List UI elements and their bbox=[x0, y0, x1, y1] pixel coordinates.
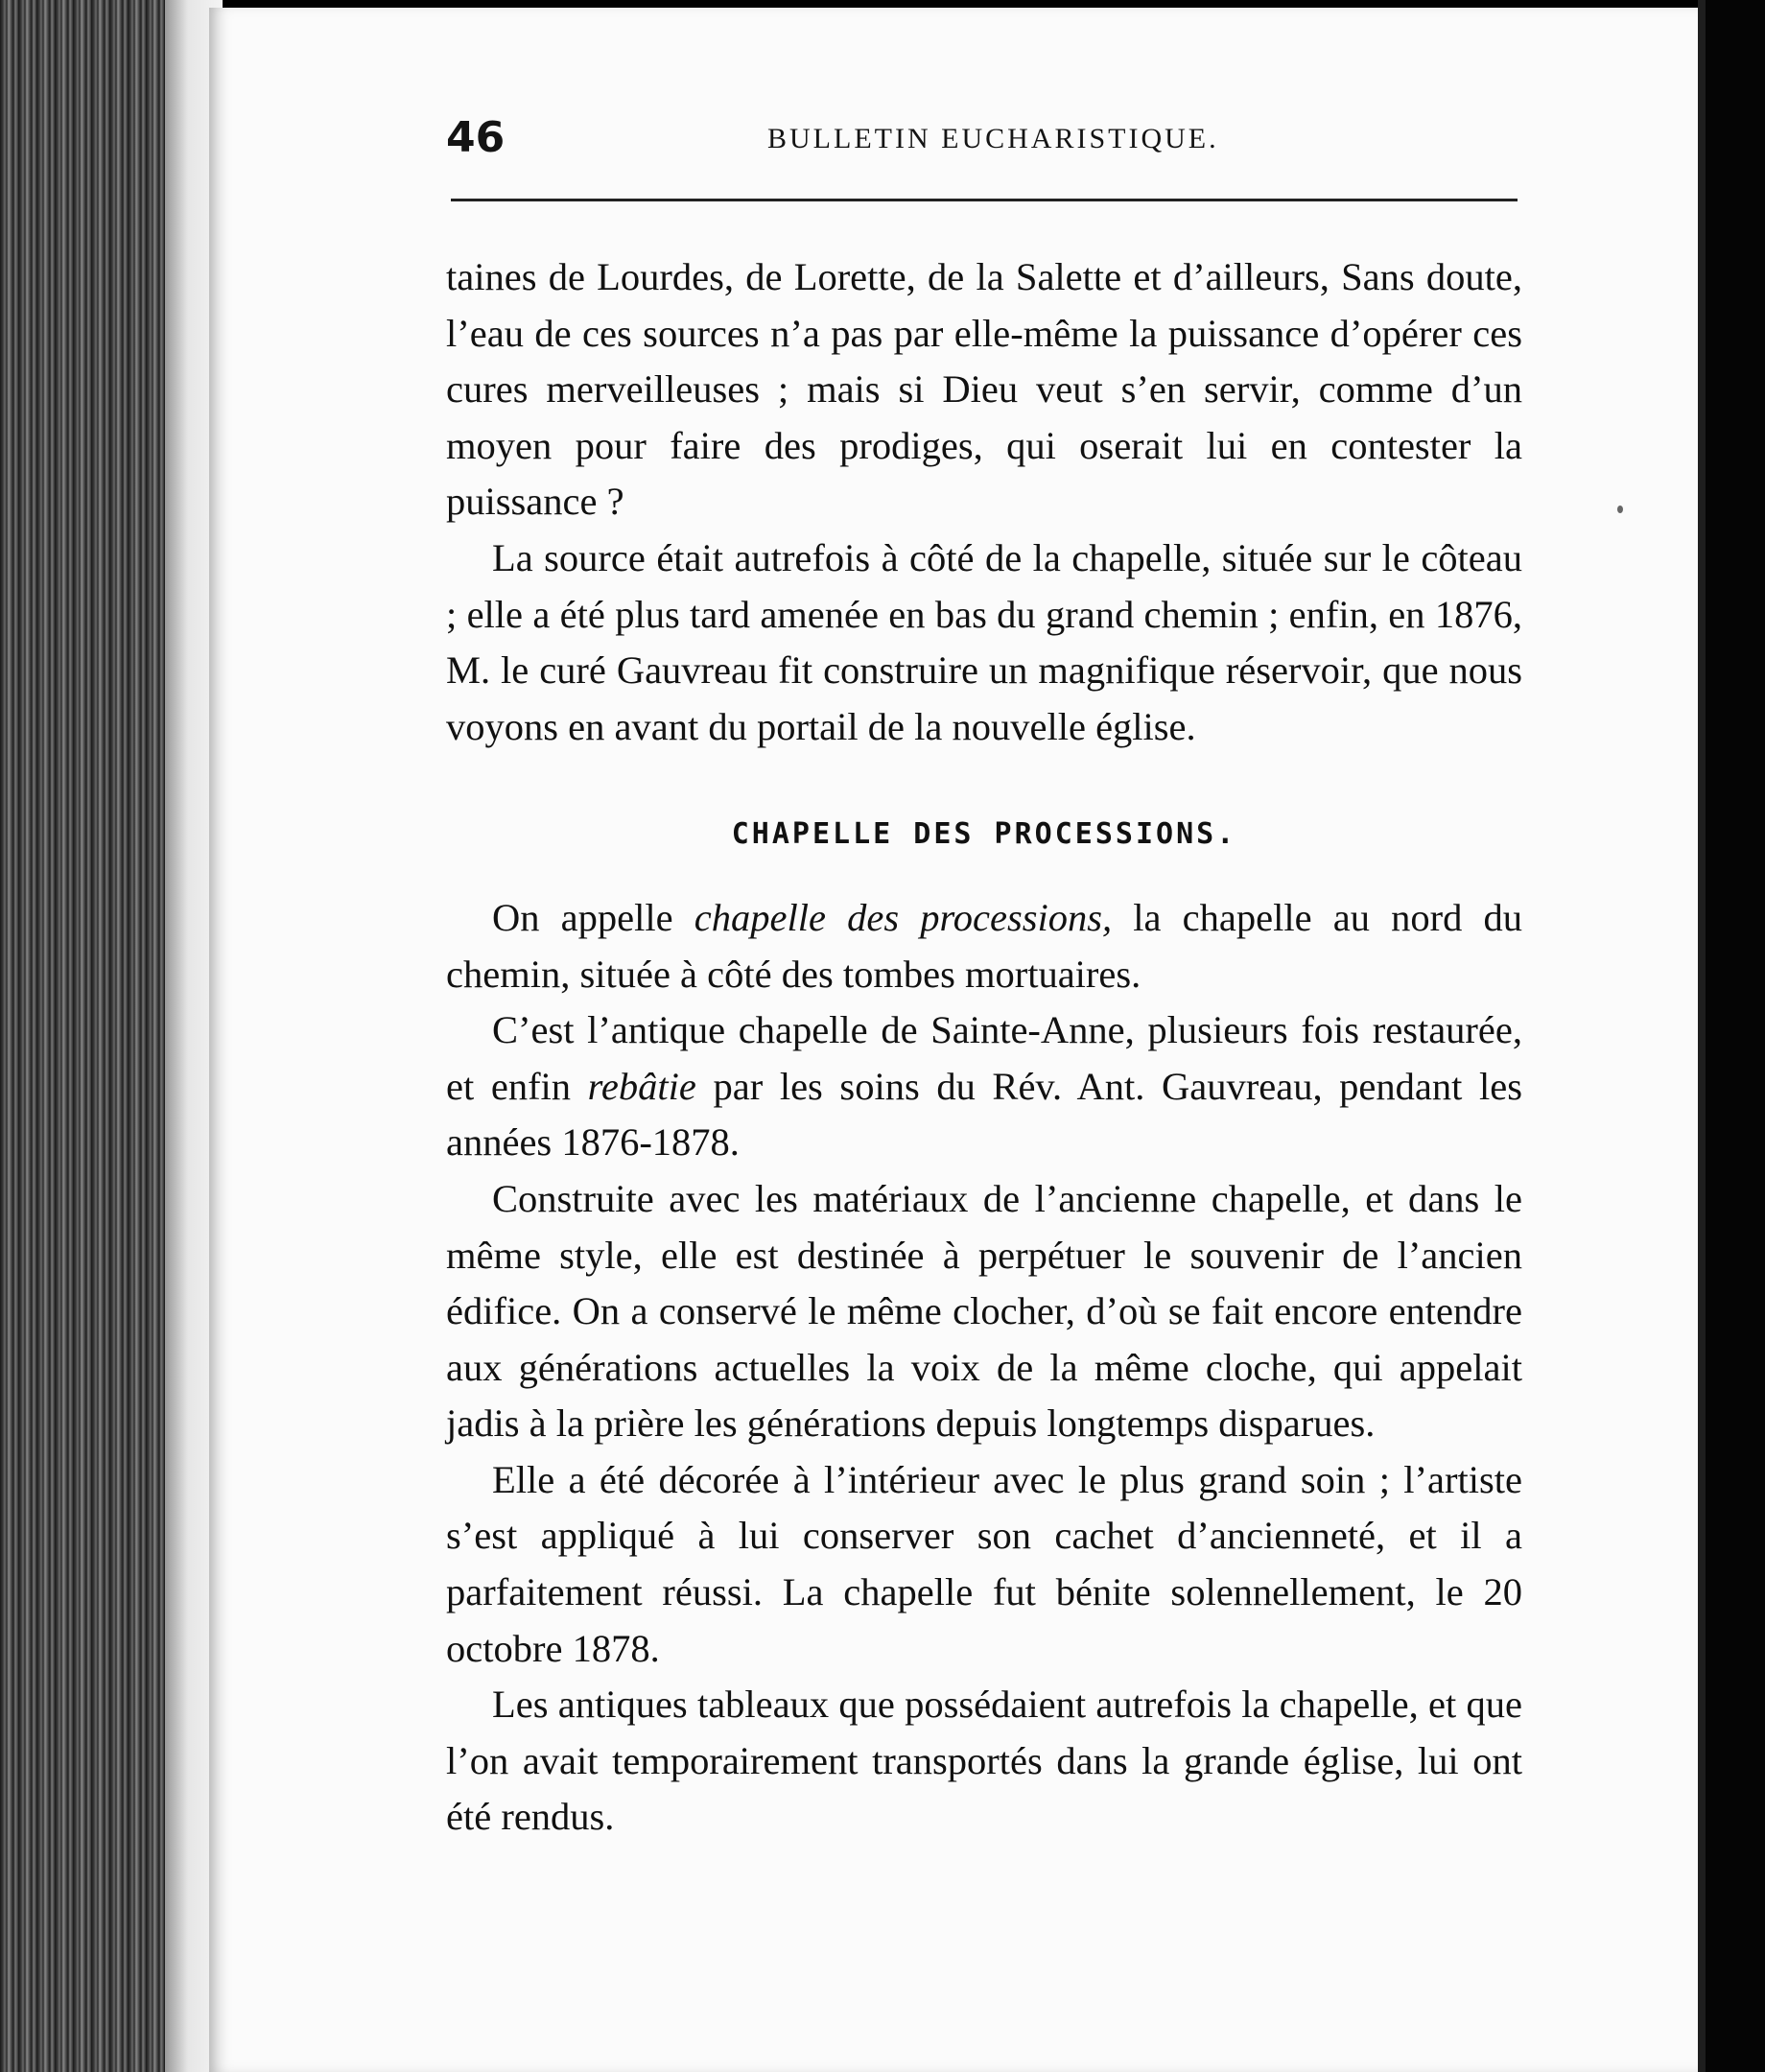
running-head: BULLETIN EUCHARISTIQUE. bbox=[767, 123, 1219, 154]
paragraph-6: Elle a été décorée à l’intérieur avec le plus grand soin ; l’artiste s’est appliqué à lui conserver son cachet d’ancienneté, et il a parfaitement réussi. La chapelle fut bénite solennellement, le 20 octobre 1878. bbox=[446, 1457, 1522, 1670]
paragraph-3-start: On appelle bbox=[492, 895, 694, 939]
paragraph-7: Les antiques tableaux que possédaient autrefois la chapelle, et que l’on avait temporairement transportés dans la grande église, lui ont été rendus. bbox=[446, 1683, 1522, 1839]
paragraph-3-end: la chapelle au nord du chemin, située à côté des tombes mortuaires. bbox=[446, 895, 1522, 996]
scan-border-right bbox=[1698, 0, 1765, 2072]
page-number: 46 bbox=[446, 113, 506, 162]
body-text bbox=[446, 249, 1522, 1846]
header-rule bbox=[451, 199, 1518, 201]
paragraph-4-start: C’est l’antique chapelle de Sainte-Anne, plusieurs fois restaurée, et enfin bbox=[446, 1008, 1522, 1108]
paragraph-4-end: par les soins du Rév. Ant. Gauvreau, pendant les années 1876-1878. bbox=[446, 1064, 1522, 1165]
paragraph-2: La source était autrefois à côté de la chapelle, située sur le côteau ; elle a été plus tard amenée en bas du grand chemin ; enfin, en 1876, M. le curé Gauvreau fit construire un magnifique réservoir, que nous voyons en avant du portail de la nouvelle église. bbox=[446, 535, 1522, 748]
page-header bbox=[446, 113, 1520, 171]
section-heading: CHAPELLE DES PROCESSIONS. bbox=[731, 817, 1237, 852]
ink-speck bbox=[1617, 506, 1623, 513]
paragraph-4 bbox=[446, 1002, 1522, 1171]
paragraph-4-italic: rebâtie bbox=[587, 1064, 696, 1108]
paragraph-3-italic: chapelle des processions, bbox=[694, 895, 1113, 939]
paragraph-1: taines de Lourdes, de Lorette, de la Salette et d’ailleurs, Sans doute, l’eau de ces sources n’a pas par elle-même la puissance d’opérer ces cures merveilleuses ; mais si Dieu veut s’en servir, comme d’un moyen pour faire des prodiges, qui oserait lui en contester la puissance ? bbox=[446, 255, 1522, 524]
paragraph-5: Construite avec les matériaux de l’ancienne chapelle, et dans le même style, elle est destinée à perpétuer le souvenir de l’ancien édifice. On a conservé le même clocher, d’où se fait encore entendre aux générations actuelles la voix de la même cloche, qui appelait jadis à la prière les générations depuis longtemps disparues. bbox=[446, 1176, 1522, 1446]
stacked-page-edges bbox=[0, 0, 223, 2072]
paragraph-3 bbox=[446, 890, 1522, 1002]
